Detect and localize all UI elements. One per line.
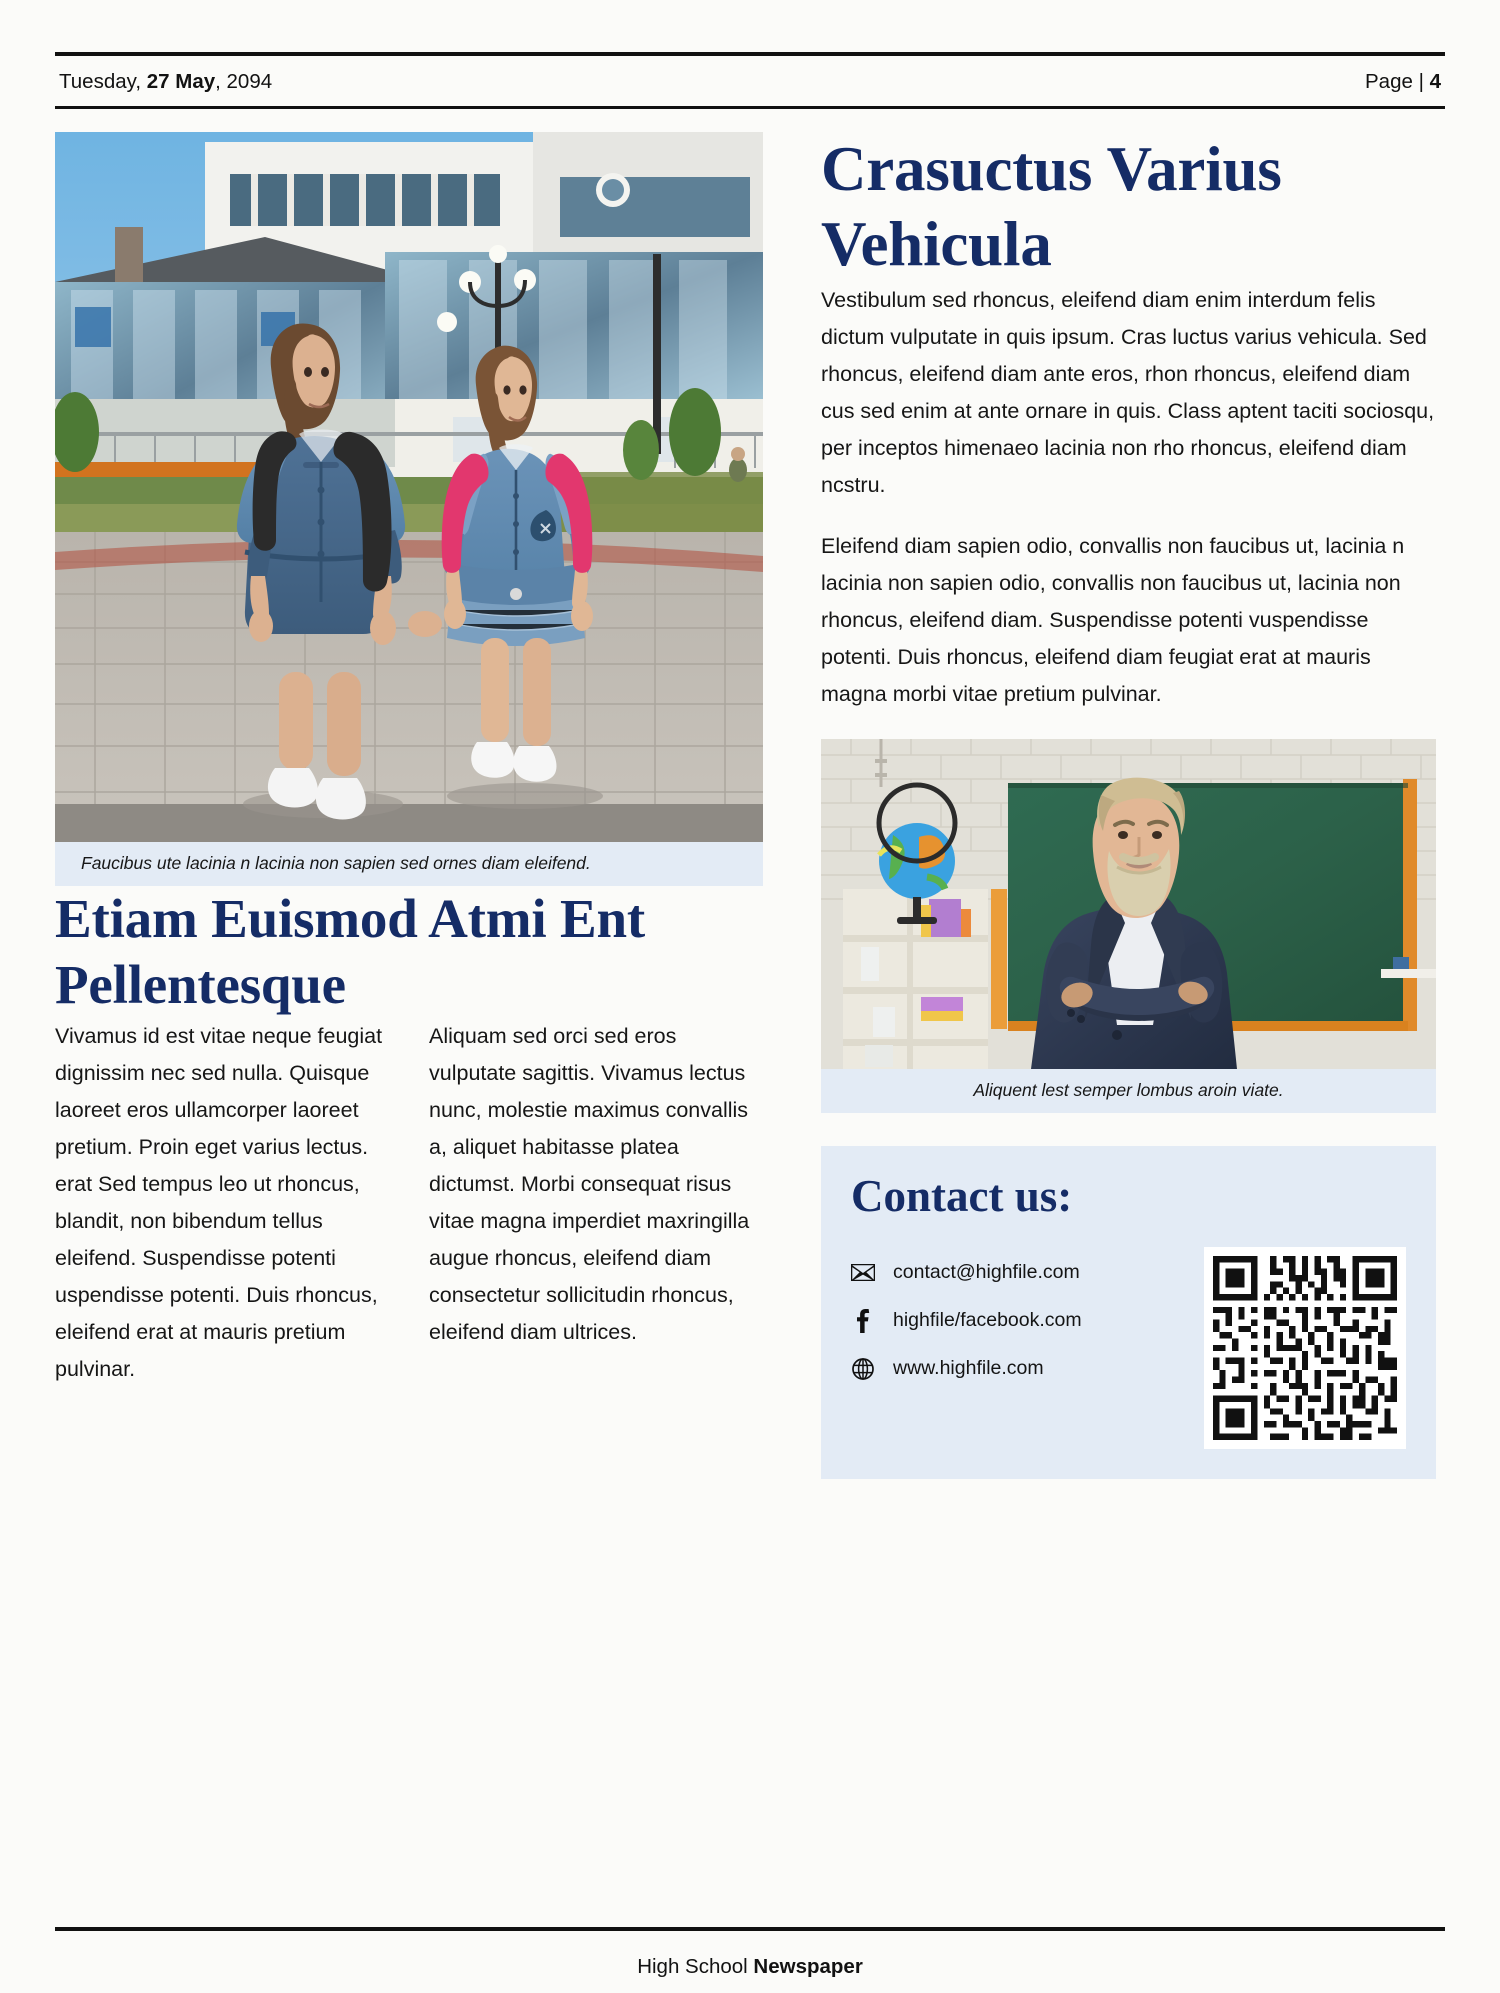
second-article-column-2 — [429, 1018, 763, 1388]
second-article-text-1: Vivamus id est vitae neque feugiat dignissim nec sed nulla. Quisque laoreet eros ullamcorper laoreet pretium. Proin eget varius lectus. erat Sed tempus leo ut rhoncus, blandit, non bibendum tellus eleifend. Suspendisse potenti uspendisse potenti. Duis rhoncus, eleifend erat at mauris pretium pulvinar. — [55, 1024, 383, 1381]
issue-date — [59, 70, 272, 94]
contact-box — [821, 1146, 1436, 1480]
contact-row-email[interactable] — [851, 1261, 1082, 1284]
contact-title: Contact us: — [851, 1170, 1073, 1221]
issue-date-prefix: Tuesday, — [59, 70, 147, 93]
footer-rule — [55, 1927, 1445, 1931]
contact-row-website[interactable] — [851, 1357, 1082, 1380]
masthead-bottom-rule — [55, 106, 1445, 109]
teacher-figure — [821, 739, 1436, 1113]
right-column — [821, 132, 1436, 1479]
contact-row-facebook[interactable] — [851, 1309, 1082, 1332]
main-article-paragraph-1: Vestibulum sed rhoncus, eleifend diam enim interdum felis dictum vulputate in quis ipsum. Cras luctus varius vehicula. Sed rhoncus, eleifend diam ante eros, rhon rhoncus, eleifend diam cus sed enim at ante ornare in quis. Class aptent taciti sociosqu, per inceptos himenaeo lacinia non rho rhoncus, eleifend diam ncstru. — [821, 287, 1435, 497]
globe-icon — [851, 1358, 875, 1380]
qr-code[interactable] — [1204, 1247, 1406, 1449]
facebook-icon — [851, 1310, 875, 1332]
issue-date-suffix: , 2094 — [215, 70, 273, 93]
footer-prefix: High School — [637, 1955, 754, 1978]
teacher-photo — [821, 739, 1436, 1069]
envelope-icon — [851, 1262, 875, 1284]
contact-website-value: www.highfile.com — [893, 1357, 1044, 1380]
masthead — [55, 56, 1445, 106]
page-columns — [55, 132, 1445, 1479]
newspaper-page — [0, 52, 1500, 1993]
contact-body — [851, 1247, 1406, 1449]
page-indicator — [1365, 70, 1441, 94]
page-label: Page | — [1365, 70, 1430, 93]
issue-date-bold: 27 May — [146, 70, 216, 93]
students-photo — [55, 132, 763, 842]
students-figure — [55, 132, 763, 886]
second-article-headline: Etiam Euismod Atmi Ent Pellentesque — [55, 888, 645, 1015]
left-column — [55, 132, 763, 1479]
contact-facebook-value: highfile/facebook.com — [893, 1309, 1082, 1332]
contact-email-value: contact@highfile.com — [893, 1261, 1080, 1284]
main-article-paragraph-2: Eleifend diam sapien odio, convallis non faucibus ut, lacinia n lacinia non sapien odio, convallis non faucibus ut, lacinia non rhoncus, eleifend diam. Suspendisse potenti vuspendisse potenti. Duis rhoncus, eleifend diam feugiat erat at mauris magna morbi vitae pretium pulvinar. — [821, 533, 1405, 706]
main-article-headline: Crasuctus Varius Vehicula — [821, 134, 1282, 279]
contact-list — [851, 1247, 1082, 1380]
second-article-column-1 — [55, 1018, 389, 1388]
teacher-caption: Aliquent lest semper lombus aroin viate. — [821, 1069, 1436, 1113]
second-article-text-2: Aliquam sed orci sed eros vulputate sagittis. Vivamus lectus nunc, molestie maximus convallis a, aliquet habitasse platea dictumst. Morbi consequat risus vitae magna imperdiet maxringilla augue rhoncus, eleifend diam consectetur sollicitudin rhoncus, eleifend diam ultrices. — [429, 1024, 750, 1344]
second-article-columns — [55, 1018, 763, 1388]
students-caption: Faucibus ute lacinia n lacinia non sapien sed ornes diam eleifend. — [55, 842, 763, 886]
footer-bold: Newspaper — [753, 1955, 863, 1978]
page-number: 4 — [1429, 70, 1441, 93]
footer — [0, 1955, 1500, 1979]
